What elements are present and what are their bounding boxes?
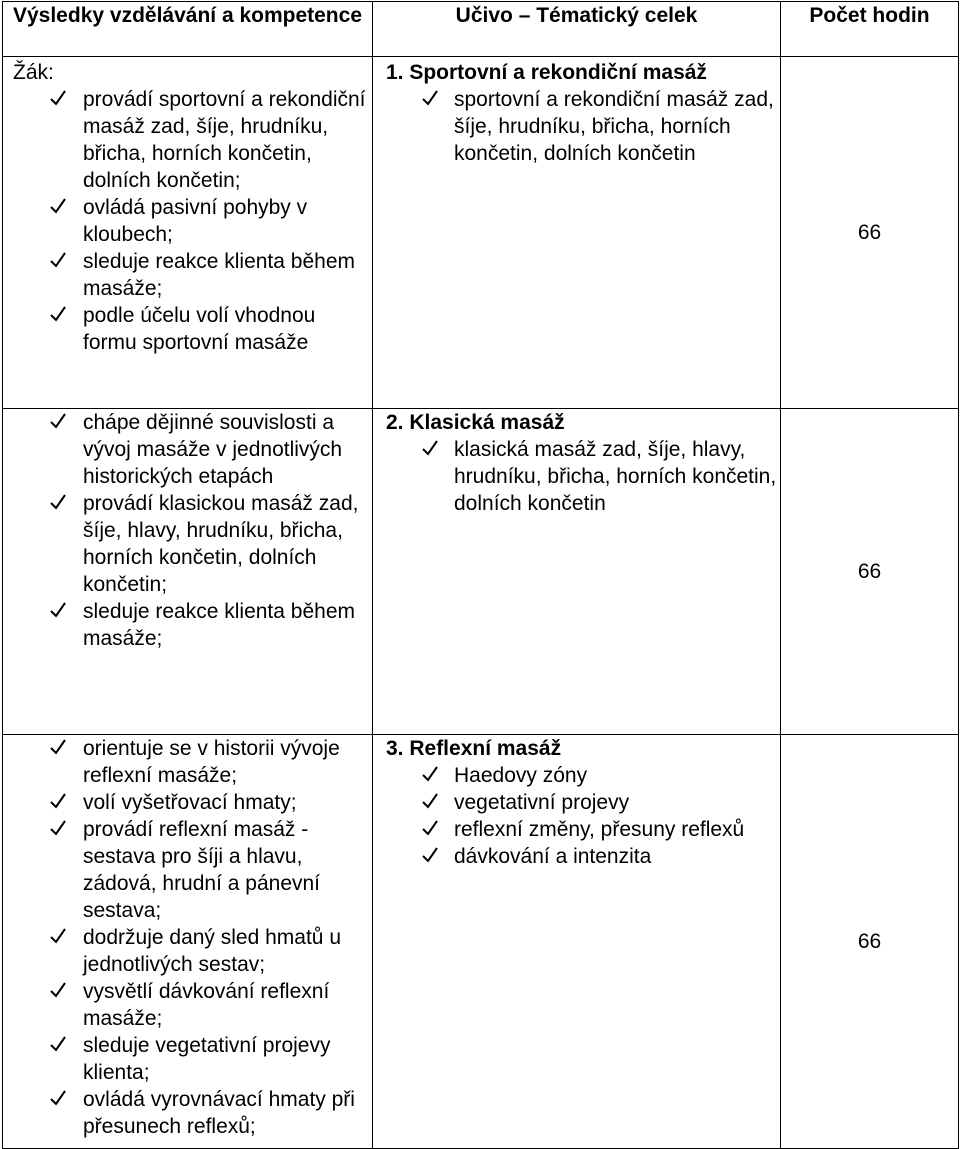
hours-cell: 66 [781,409,959,735]
checkmark-icon [49,816,67,838]
checkmark-icon [421,789,439,811]
topic-item-text: sportovní a rekondiční masáž zad, šíje, hrudníku, břicha, horních končetin, dolních končetin [454,88,774,165]
outcome-item-text: sleduje vegetativní projevy klienta; [83,1034,331,1084]
hours-cell: 66 [781,57,959,409]
topic-item-text: Haedovy zóny [454,764,588,787]
checkmark-icon [49,598,67,620]
checkmark-icon [421,816,439,838]
outcome-item [3,598,372,652]
topic-list [373,86,780,167]
outcome-item-text: sleduje reakce klienta během masáže; [83,250,355,300]
checkmark-icon [49,789,67,811]
outcome-item [3,816,372,924]
checkmark-icon [49,735,67,757]
topic-item [373,789,780,816]
outcomes-list [3,409,372,652]
outcome-item-text: provádí reflexní masáž - sestava pro šíji a hlavu, zádová, hrudní a pánevní sestava; [83,818,321,922]
topic-cell [373,57,781,409]
outcome-item-text: vysvětlí dávkování reflexní masáže; [83,980,330,1030]
outcomes-list [3,735,372,1140]
outcome-item [3,735,372,789]
outcome-item [3,86,372,194]
table-row [3,409,959,735]
outcome-item [3,409,372,490]
outcome-item-text: provádí sportovní a rekondiční masáž zad, šíje, hrudníku, břicha, horních končetin, dolních končetin; [83,88,366,192]
checkmark-icon [49,409,67,431]
checkmark-icon [49,302,67,324]
topic-list [373,762,780,870]
checkmark-icon [421,436,439,458]
outcome-item [3,302,372,356]
student-lead: Žák: [13,61,54,84]
outcome-item-text: ovládá pasivní pohyby v kloubech; [83,196,308,246]
topic-item-text: vegetativní projevy [454,791,630,814]
topic-title: 1. Sportovní a rekondiční masáž [386,61,707,84]
outcome-item [3,490,372,598]
checkmark-icon [49,248,67,270]
topic-item [373,86,780,167]
checkmark-icon [421,762,439,784]
outcome-item-text: sleduje reakce klienta během masáže; [83,600,355,650]
outcome-item [3,1032,372,1086]
header-hours: Počet hodin [781,2,959,57]
checkmark-icon [421,843,439,865]
checkmark-icon [49,1086,67,1108]
outcomes-cell [3,57,373,409]
topic-item [373,816,780,843]
topic-list [373,436,780,517]
topic-title: 2. Klasická masáž [386,411,565,434]
outcome-item-text: volí vyšetřovací hmaty; [83,791,297,814]
outcome-item-text: orientuje se v historii vývoje reflexní masáže; [83,737,340,787]
topic-item [373,762,780,789]
header-topic: Učivo – Tématický celek [373,2,781,57]
hours-cell: 66 [781,735,959,1149]
curriculum-table [2,1,959,1149]
outcomes-cell [3,409,373,735]
checkmark-icon [49,86,67,108]
outcome-item-text: provádí klasickou masáž zad, šíje, hlavy, hrudníku, břicha, horních končetin, dolních končetin; [83,492,359,596]
outcome-item [3,924,372,978]
checkmark-icon [49,490,67,512]
outcome-item [3,248,372,302]
outcomes-list [3,86,372,356]
topic-item-text: dávkování a intenzita [454,845,652,868]
outcome-item-text: ovládá vyrovnávací hmaty při přesunech reflexů; [83,1088,355,1138]
checkmark-icon [49,978,67,1000]
topic-cell [373,409,781,735]
outcome-item-text: dodržuje daný sled hmatů u jednotlivých sestav; [83,926,341,976]
topic-item [373,843,780,870]
topic-item [373,436,780,517]
outcome-item-text: podle účelu volí vhodnou formu sportovní masáže [83,304,316,354]
topic-cell [373,735,781,1149]
checkmark-icon [421,86,439,108]
topic-title: 3. Reflexní masáž [386,737,562,760]
outcome-item [3,789,372,816]
outcomes-cell [3,735,373,1149]
checkmark-icon [49,924,67,946]
outcome-item-text: chápe dějinné souvislosti a vývoj masáže v jednotlivých historických etapách [83,411,343,488]
outcome-item [3,194,372,248]
table-row [3,57,959,409]
table-row [3,735,959,1149]
checkmark-icon [49,194,67,216]
header-outcomes: Výsledky vzdělávání a kompetence [3,2,373,57]
topic-item-text: reflexní změny, přesuny reflexů [454,818,745,841]
outcome-item [3,978,372,1032]
topic-item-text: klasická masáž zad, šíje, hlavy, hrudníku, břicha, horních končetin, dolních končetin [454,438,777,515]
outcome-item [3,1086,372,1140]
header-row [3,2,959,57]
checkmark-icon [49,1032,67,1054]
